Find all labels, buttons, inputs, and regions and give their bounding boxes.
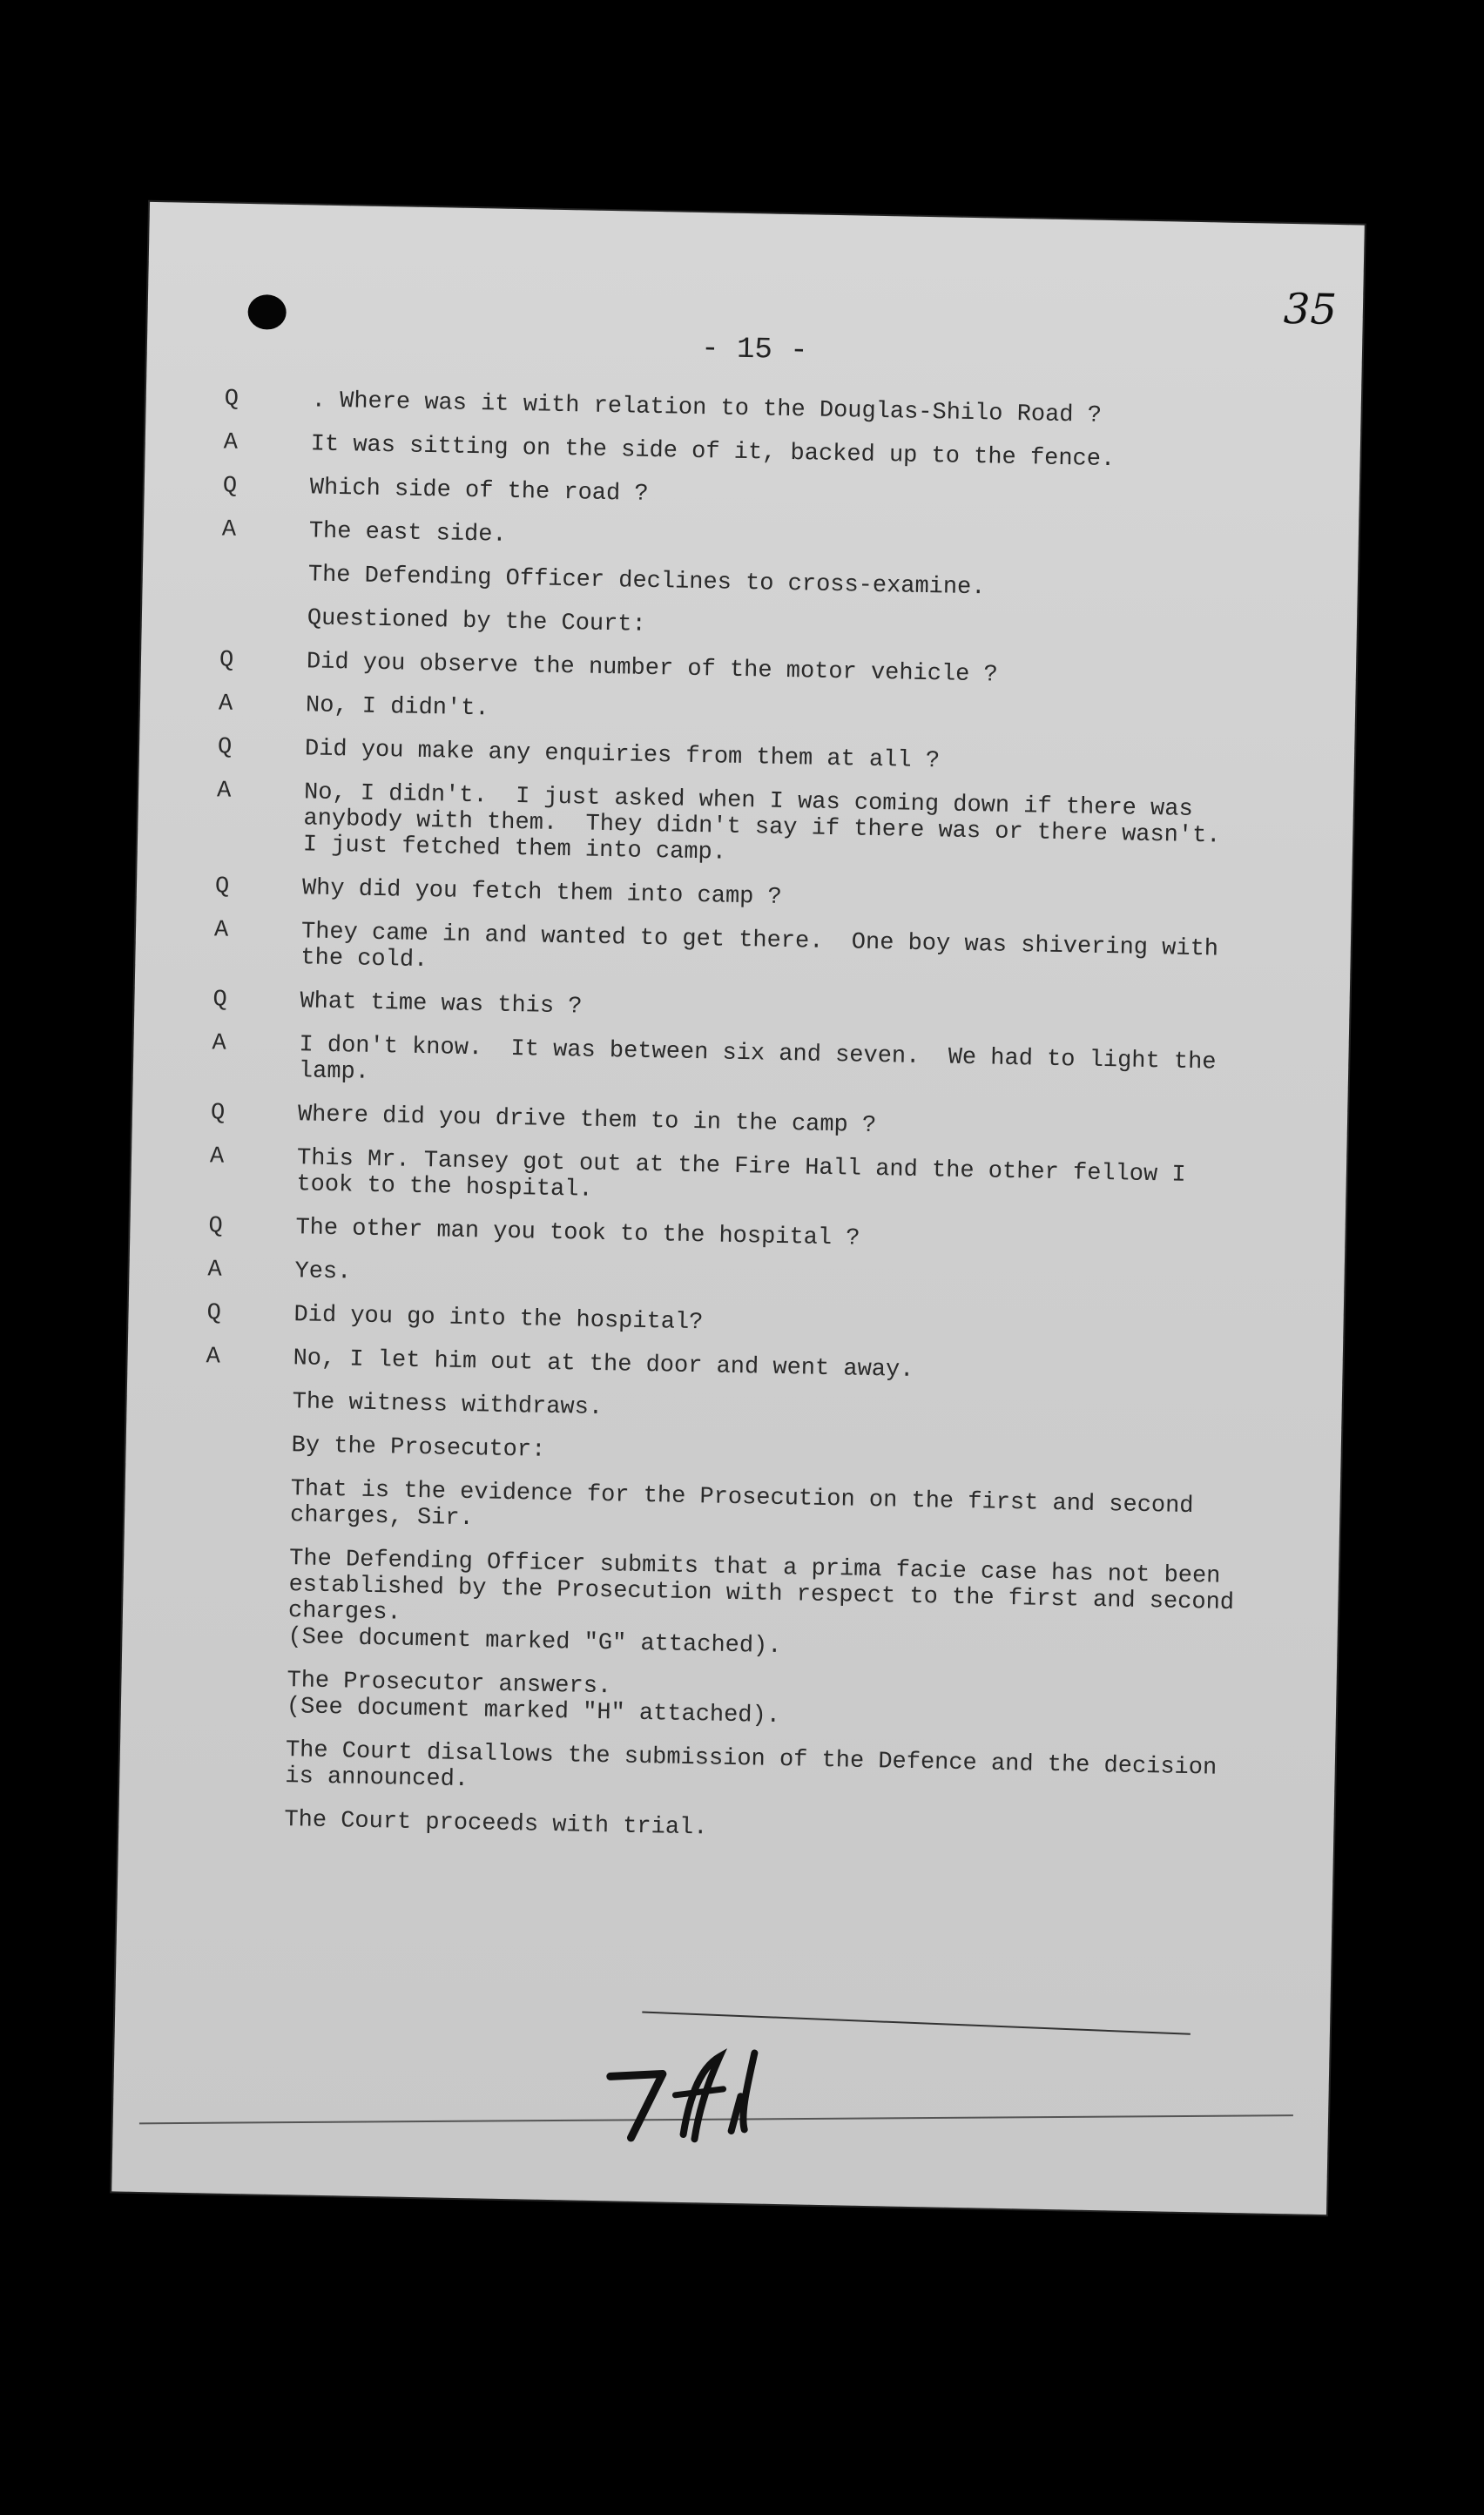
transcript-line <box>216 778 1272 876</box>
speaker-label: Q <box>208 1213 223 1240</box>
transcript-line <box>215 873 1269 920</box>
speaker-label: A <box>218 691 233 718</box>
transcript-line <box>223 430 1277 476</box>
handwritten-page-number: 35 <box>1283 284 1338 335</box>
line-text: Did you go into the hospital? <box>293 1302 704 1337</box>
narrative-line: By the Prosecutor: <box>291 1433 546 1464</box>
line-text: The other man you took to the hospital ? <box>295 1215 860 1252</box>
speaker-label: A <box>212 1030 227 1057</box>
transcript-line <box>224 387 1278 433</box>
narrative-line: The Defending Officer declines to cross-examine. <box>307 562 986 602</box>
transcript-line <box>206 1300 1260 1346</box>
transcript-line <box>219 691 1272 737</box>
transcript-line <box>213 917 1268 989</box>
speaker-label: A <box>216 778 232 805</box>
transcript <box>197 387 1278 1870</box>
narrative-line: The Court proceeds with trial. <box>284 1807 708 1842</box>
speaker-label: A <box>207 1257 223 1284</box>
speaker-label: Q <box>210 1100 226 1127</box>
narrative-line: The Court disallows the submission of the Defence and the decision is announced. <box>285 1737 1218 1794</box>
line-text: I don't know. It was between six and seven. We had to light the lamp. <box>298 1032 1217 1086</box>
transcript-line <box>222 516 1276 563</box>
transcript-line <box>218 734 1272 780</box>
speaker-label: A <box>223 429 239 456</box>
speaker-label: Q <box>214 873 230 900</box>
line-text: Yes. <box>294 1258 352 1286</box>
line-text: No, I didn't. I just asked when I was coming down if there was anybody with them. They didn't say if there was or there wasn't. I just fetched them into camp. <box>302 779 1221 866</box>
line-text: Did you observe the number of the motor vehicle ? <box>306 649 999 689</box>
line-text: Why did you fetch them into camp ? <box>301 875 783 911</box>
document-page <box>111 202 1365 2215</box>
line-text: The east side. <box>308 518 507 549</box>
speaker-label: Q <box>217 734 233 761</box>
speaker-label: Q <box>219 647 234 674</box>
transcript-line <box>211 1100 1265 1146</box>
narrative-line: Questioned by the Court: <box>307 605 646 638</box>
line-text: Did you make any enquiries from them at all ? <box>304 736 941 775</box>
transcript-line <box>206 1344 1259 1390</box>
line-text: It was sitting on the side of it, backed up to the fence. <box>310 431 1116 474</box>
line-text: Which side of the road ? <box>309 475 649 508</box>
speaker-label: Q <box>212 987 227 1014</box>
line-text: No, I didn't. <box>305 692 489 723</box>
transcript-line <box>208 1213 1262 1259</box>
speaker-label: A <box>206 1344 221 1371</box>
transcript-line <box>212 1030 1266 1102</box>
line-text: What time was this ? <box>300 988 583 1021</box>
handwritten-signature <box>600 2041 802 2149</box>
signature-underline <box>642 2011 1191 2034</box>
transcript-line <box>219 647 1273 693</box>
transcript-line <box>223 473 1277 519</box>
narrative-line: The Prosecutor answers. (See document marked "H" attached). <box>286 1668 781 1730</box>
narrative-line: The Defending Officer submits that a prima facie case has not been established by the Prosecution with respect to the first and second charges. (See document marked "G" attached). <box>287 1546 1235 1661</box>
speaker-label: A <box>213 917 229 944</box>
speaker-label: A <box>209 1143 225 1170</box>
narrative-line: The witness withdraws. <box>292 1389 604 1422</box>
line-text: This Mr. Tansey got out at the Fire Hall and the other fellow I took to the hospital. <box>296 1145 1186 1204</box>
narrative-line: That is the evidence for the Prosecution on the first and second charges, Sir. <box>289 1476 1194 1533</box>
speaker-label: Q <box>222 473 238 500</box>
line-text: . Where was it with relation to the Douglas-Shilo Road ? <box>311 388 1103 429</box>
line-text: They came in and wanted to get there. One boy was shivering with the cold. <box>300 919 1219 974</box>
line-text: No, I let him out at the door and went away. <box>293 1345 914 1384</box>
transcript-line <box>207 1257 1261 1303</box>
page-number: - 15 - <box>700 333 808 368</box>
transcript-line <box>212 987 1266 1033</box>
speaker-label: Q <box>206 1300 222 1327</box>
line-text: Where did you drive them to in the camp ? <box>297 1102 877 1140</box>
transcript-line <box>209 1143 1264 1216</box>
speaker-label: A <box>221 516 237 543</box>
speaker-label: Q <box>224 386 239 413</box>
